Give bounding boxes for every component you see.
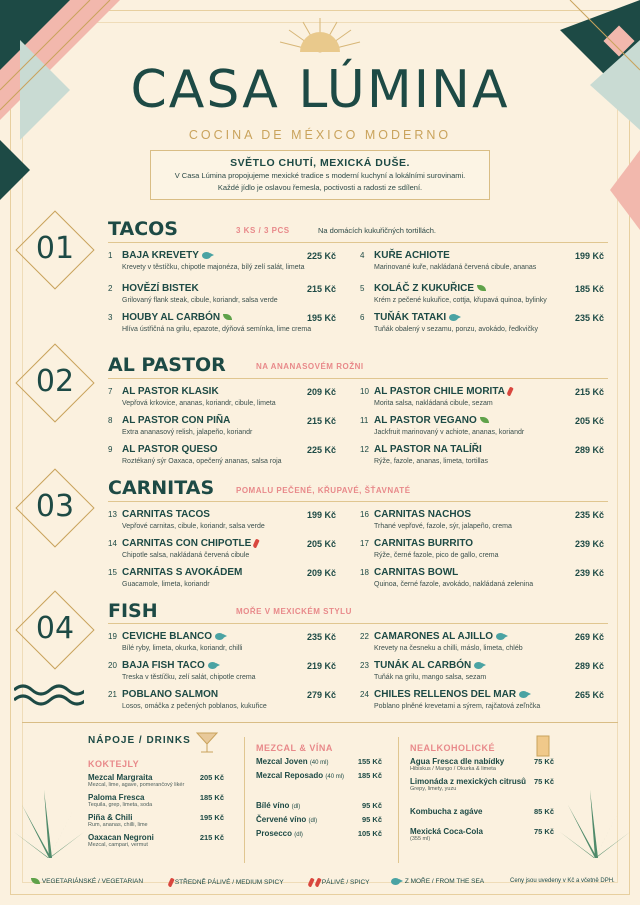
item-price: 199 Kč [306, 510, 336, 520]
drink-price: 195 Kč [199, 813, 224, 822]
section-02-number: 02 [35, 364, 75, 399]
drink-name-text: Oaxacan Negroni [88, 833, 154, 842]
item-description: Hlíva ústřičná na grilu, epazote, dýňová semínka, lime crema [122, 326, 312, 333]
item-description: Jackfruit marinovaný v achiote, ananas, koriandr [374, 429, 525, 436]
item-description: Poblano plněné krevetami a sýrem, rajčatová zeľnčka [374, 703, 541, 710]
item-price: 265 Kč [574, 690, 604, 700]
item-number: 22 [360, 632, 369, 641]
item-number: 17 [360, 539, 369, 548]
cocktails-column [88, 759, 224, 853]
item-number: 14 [108, 539, 117, 548]
leaf-icon [477, 285, 486, 291]
soft-drinks-heading: NEALKOHOLICKÉ [410, 743, 495, 753]
item-description: Guacamole, limeta, koriandr [122, 581, 210, 588]
drink-name-text: Prosecco [256, 829, 293, 838]
item-number: 21 [108, 690, 117, 699]
drink-name-text: Bílé víno [256, 801, 290, 810]
legend-vegetarian [28, 878, 143, 885]
drink-description: Mezcal, lime, agave, pomerančový likér [88, 782, 185, 788]
item-price: 199 Kč [574, 251, 604, 261]
item-name-text: CARNITAS TACOS [122, 509, 210, 520]
item-description: Morita salsa, nakládaná cibule, sezam [374, 400, 493, 407]
item-name-text: AL PASTOR QUESO [122, 444, 218, 455]
item-name-text: BAJA KREVETY [122, 250, 199, 261]
drink-price: 75 Kč [533, 827, 554, 836]
item-name-text: AL PASTOR CHILE MORITA [374, 386, 505, 397]
drink-row [410, 777, 554, 807]
item-number: 3 [108, 313, 113, 322]
item-number: 18 [360, 568, 369, 577]
item-name [122, 538, 258, 549]
drinks-section [22, 722, 618, 868]
section-03-number: 03 [35, 489, 75, 524]
drink-name-text: Mexická Coca-Cola [410, 827, 483, 836]
drink-price: 205 Kč [199, 773, 224, 782]
item-name [122, 509, 210, 520]
item-name [122, 312, 232, 323]
item-price: 195 Kč [306, 313, 336, 323]
item-number: 19 [108, 632, 117, 641]
item-name [374, 444, 482, 455]
legend-sea [388, 878, 484, 885]
item-name-text: CEVICHE BLANCO [122, 631, 213, 642]
item-price: 235 Kč [306, 632, 336, 642]
divider [108, 242, 608, 243]
item-name-text: HOUBY AL CARBÓN [122, 312, 221, 323]
divider [108, 623, 608, 624]
item-price: 235 Kč [574, 510, 604, 520]
section-04-number: 04 [35, 611, 75, 646]
item-number: 9 [108, 445, 113, 454]
drink-row [256, 829, 382, 843]
item-price: 289 Kč [574, 445, 604, 455]
item-name [374, 660, 486, 671]
item-number: 8 [108, 416, 113, 425]
fish-icon [496, 633, 508, 640]
item-description: Krém z pečené kukuřice, cottja, křupavá quinoa, bylinky [374, 297, 547, 304]
item-name [374, 415, 489, 426]
drink-name [410, 827, 554, 836]
drink-price: 95 Kč [361, 815, 382, 824]
item-price: 215 Kč [306, 284, 336, 294]
item-price: 205 Kč [574, 416, 604, 426]
item-price: 239 Kč [574, 568, 604, 578]
item-number: 4 [360, 251, 365, 260]
section-tacos-title: TACOS [108, 218, 178, 240]
item-number: 20 [108, 661, 117, 670]
item-number: 10 [360, 387, 369, 396]
drink-unit: (40 ml) [325, 774, 345, 780]
section-01-number: 01 [35, 231, 75, 266]
drink-name-text: Limonáda z mexických citrusů [410, 777, 527, 786]
item-name [374, 567, 458, 578]
item-name [122, 660, 220, 671]
item-name-text: TUŇÁK TATAKI [374, 312, 447, 323]
item-number: 12 [360, 445, 369, 454]
item-price: 209 Kč [306, 387, 336, 397]
item-name [122, 444, 218, 455]
divider [108, 501, 608, 502]
legend [22, 872, 618, 892]
drink-row [410, 807, 554, 827]
drink-price: 95 Kč [361, 801, 382, 810]
drink-price: 185 Kč [357, 771, 382, 780]
chili-icon [167, 878, 174, 888]
item-number: 24 [360, 690, 369, 699]
divider [398, 737, 399, 863]
drink-description: Mezcal, campari, vermut [88, 842, 148, 848]
intro-line-2: Každé jídlo je oslavou řemesla, poctivosti a radosti ze sdílení. [217, 183, 423, 192]
item-name [122, 250, 214, 261]
item-name-text: TUNÁK AL CARBÓN [374, 660, 472, 671]
item-number: 11 [360, 416, 369, 425]
chili-icon [314, 878, 321, 888]
item-name [374, 250, 450, 261]
legend-spicy-label: PÁLIVÉ / SPICY [321, 879, 370, 887]
drink-name-text: Mezcal Joven [256, 757, 308, 766]
drink-name [410, 777, 554, 786]
item-number: 2 [108, 284, 113, 293]
legend-medium-spicy [166, 878, 284, 887]
soft-drinks-column [410, 743, 554, 847]
item-description: Treska v těstíčku, zelí salát, chipotle crema [122, 674, 256, 681]
item-price: 215 Kč [574, 387, 604, 397]
item-name [374, 283, 486, 294]
divider [244, 737, 245, 863]
leaf-icon [223, 314, 232, 320]
item-price: 215 Kč [306, 416, 336, 426]
drink-name-text: Agua Fresca dle nabídky [410, 757, 505, 766]
drink-row [410, 757, 554, 777]
item-price: 219 Kč [306, 661, 336, 671]
drink-glass-icon [534, 733, 552, 759]
item-price: 239 Kč [574, 539, 604, 549]
item-name-text: CARNITAS S AVOKÁDEM [122, 567, 243, 578]
intro-line-1: V Casa Lúmina propojujeme mexické tradice s moderní kuchyní a lokálními surovinami. [174, 171, 466, 180]
fish-icon [208, 662, 220, 669]
section-al-pastor-sub: NA ANANASOVÉM ROŽNI [256, 362, 364, 371]
item-description: Vepřová krkovice, ananas, koriandr, cibule, limeta [122, 400, 276, 407]
drink-price: 85 Kč [533, 807, 554, 816]
item-number: 1 [108, 251, 113, 260]
item-name-text: BAJA FISH TACO [122, 660, 205, 671]
item-price: 225 Kč [306, 445, 336, 455]
legend-veg-label: VEGETARIÁNSKÉ / VEGETARIAN [41, 878, 144, 885]
fish-icon [391, 878, 403, 885]
item-description: Roztékaný sýr Oaxaca, opečený ananas, salsa roja [122, 458, 282, 465]
fish-icon [202, 252, 214, 259]
item-price: 209 Kč [306, 568, 336, 578]
drink-unit: (dl) [308, 818, 318, 824]
item-description: Marinované kuře, nakládaná červená cibule, ananas [374, 264, 537, 271]
item-number: 7 [108, 387, 113, 396]
drink-name-text: Kombucha z agáve [410, 807, 483, 816]
item-name-text: KUŘE ACHIOTE [374, 250, 450, 261]
item-name-text: CAMARONES AL AJILLO [374, 631, 494, 642]
item-number: 15 [108, 568, 117, 577]
sun-rays-icon [275, 14, 365, 54]
item-name [122, 415, 230, 426]
item-name-text: KOLÁČ Z KUKUŘICE [374, 283, 474, 294]
item-name-text: HOVĚZÍ BISTEK [122, 283, 199, 294]
item-description: Tuňák obalený v sezamu, ponzu, avokádo, ředkvičky [374, 326, 538, 333]
item-name-text: AL PASTOR VEGANO [374, 415, 477, 426]
item-description: Vepřové carnitas, cibule, koriandr, salsa verde [122, 523, 265, 530]
cocktail-glass-icon [194, 729, 220, 755]
item-name [374, 509, 471, 520]
drink-name-text: Mezcal Margraita [88, 773, 153, 782]
fish-icon [519, 691, 531, 698]
item-name [374, 386, 512, 397]
item-description: Losos, omáčka z pečených poblanos, kukuřice [122, 703, 267, 710]
item-price: 225 Kč [306, 251, 336, 261]
item-price: 279 Kč [306, 690, 336, 700]
intro-box [150, 150, 490, 200]
mezcal-column [256, 743, 382, 843]
drink-row [88, 833, 224, 853]
intro-headline: SVĚTLO CHUTÍ, MEXICKÁ DUŠE. [230, 157, 410, 169]
leaf-icon [480, 417, 489, 423]
legend-sea-label: Z MOŘE / FROM THE SEA [404, 878, 485, 886]
drink-price: 75 Kč [533, 777, 554, 786]
item-description: Rýže, černé fazole, pico de gallo, crema [374, 552, 499, 559]
page-title: CASA LÚMINA [130, 60, 510, 120]
drink-description: Tequila, grep, limeta, soda [88, 802, 153, 808]
drink-description: (355 ml) [410, 836, 431, 842]
drink-name [410, 757, 554, 766]
drinks-title: NÁPOJE / DRINKS [88, 735, 191, 746]
section-carnitas-sub: POMALU PEČENÉ, KŘUPAVÉ, ŠŤAVNATÉ [236, 486, 411, 495]
page-subtitle: COCINA DE MÉXICO MODERNO [188, 128, 452, 142]
drink-name-text: Piña & Chili [88, 813, 133, 822]
item-name-text: AL PASTOR KLASIK [122, 386, 219, 397]
item-name-text: CARNITAS NACHOS [374, 509, 472, 520]
item-number: 23 [360, 661, 369, 670]
item-name [122, 386, 219, 397]
item-name-text: CARNITAS BURRITO [374, 538, 474, 549]
fish-icon [215, 633, 227, 640]
item-description: Trhané vepřové, fazole, sýr, jalapeño, crema [374, 523, 512, 530]
mezcal-heading: MEZCAL & VÍNA [256, 743, 333, 753]
drink-row [88, 793, 224, 813]
cocktails-heading: KOKTEJLY [88, 759, 140, 769]
drink-row [88, 773, 224, 793]
item-name [374, 538, 473, 549]
item-price: 235 Kč [574, 313, 604, 323]
item-price: 289 Kč [574, 661, 604, 671]
section-al-pastor-title: AL PASTOR [108, 354, 226, 376]
item-name [122, 283, 199, 294]
item-number: 16 [360, 510, 369, 519]
drink-row [256, 815, 382, 829]
drink-row [256, 801, 382, 815]
drink-name-text: Červené víno [256, 815, 307, 824]
drink-unit: (dl) [294, 832, 303, 838]
drink-row [410, 827, 554, 847]
item-name [122, 689, 218, 700]
section-carnitas-title: CARNITAS [108, 477, 215, 499]
drink-name-text: Paloma Fresca [88, 793, 145, 802]
section-tacos-sub: 3 KS / 3 PCS [236, 226, 290, 235]
item-name [374, 689, 531, 700]
item-price: 205 Kč [306, 539, 336, 549]
drink-row [256, 771, 382, 785]
drink-row [256, 757, 382, 771]
drink-price: 155 Kč [357, 757, 382, 766]
item-name-text: CARNITAS BOWL [374, 567, 459, 578]
fish-icon [449, 314, 461, 321]
item-description: Bílé ryby, limeta, okurka, koriandr, chilli [122, 645, 243, 652]
section-fish-title: FISH [108, 600, 158, 622]
drink-description: Rum, ananas, chilli, lime [88, 822, 148, 828]
drink-name [410, 807, 554, 816]
legend-medium-label: STŘEDNĚ PÁLIVÉ / MEDIUM SPICY [174, 879, 284, 887]
drink-unit: (40 ml) [309, 760, 329, 766]
item-name-text: CHILES RELLENOS DEL MAR [374, 689, 517, 700]
drink-price: 185 Kč [199, 793, 224, 802]
section-tacos-note: Na domácích kukuřičných tortillách. [318, 226, 436, 235]
legend-price-note: Ceny jsou uvedeny v Kč a včetně DPH. [510, 878, 615, 884]
divider [108, 378, 608, 379]
drink-description: Grepy, limety, yuzu [410, 786, 457, 792]
item-price: 269 Kč [574, 632, 604, 642]
item-name [122, 567, 242, 578]
item-description: Krevety na česneku a chilli, máslo, limeta, chléb [374, 645, 523, 652]
item-name [122, 631, 227, 642]
fish-icon [474, 662, 486, 669]
item-description: Extra ananasový relish, jalapeño, koriandr [122, 429, 253, 436]
drink-unit: (dl) [291, 804, 301, 810]
item-description: Quinoa, černé fazole, avokádo, nakládaná zelenina [374, 581, 534, 588]
item-description: Rýže, fazole, ananas, limeta, tortillas [374, 458, 488, 465]
item-name [374, 631, 508, 642]
item-number: 6 [360, 313, 365, 322]
item-description: Grilovaný flank steak, cibule, koriandr, salsa verde [122, 297, 278, 304]
item-name-text: CARNITAS CON CHIPOTLE [122, 538, 252, 549]
legend-spicy [306, 878, 370, 887]
drink-row [88, 813, 224, 833]
drink-name-text: Mezcal Reposado [256, 771, 324, 780]
item-price: 185 Kč [574, 284, 604, 294]
chili-icon [307, 878, 314, 888]
item-number: 13 [108, 510, 117, 519]
drink-description: Hibiskus / Mango / Okurka & limeta [410, 766, 496, 772]
item-name [374, 312, 461, 323]
item-description: Tuňák na grilu, mango salsa, sezam [374, 674, 487, 681]
drink-price: 105 Kč [357, 829, 382, 838]
item-name-text: POBLANO SALMON [122, 689, 219, 700]
drink-price: 215 Kč [199, 833, 224, 842]
section-fish-sub: MOŘE V MEXICKÉM STYLU [236, 607, 352, 616]
item-name-text: AL PASTOR NA TALÍŘI [374, 444, 482, 455]
item-description: Chipotle salsa, nakládaná červená cibule [122, 552, 250, 559]
left-waves-icon [14, 682, 84, 712]
drink-price: 75 Kč [533, 757, 554, 766]
item-description: Krevety v těstíčku, chipotle majonéza, bílý zelí salát, limeta [122, 264, 305, 271]
item-number: 5 [360, 284, 365, 293]
item-name-text: AL PASTOR CON PIÑA [122, 415, 231, 426]
leaf-icon [31, 878, 40, 884]
